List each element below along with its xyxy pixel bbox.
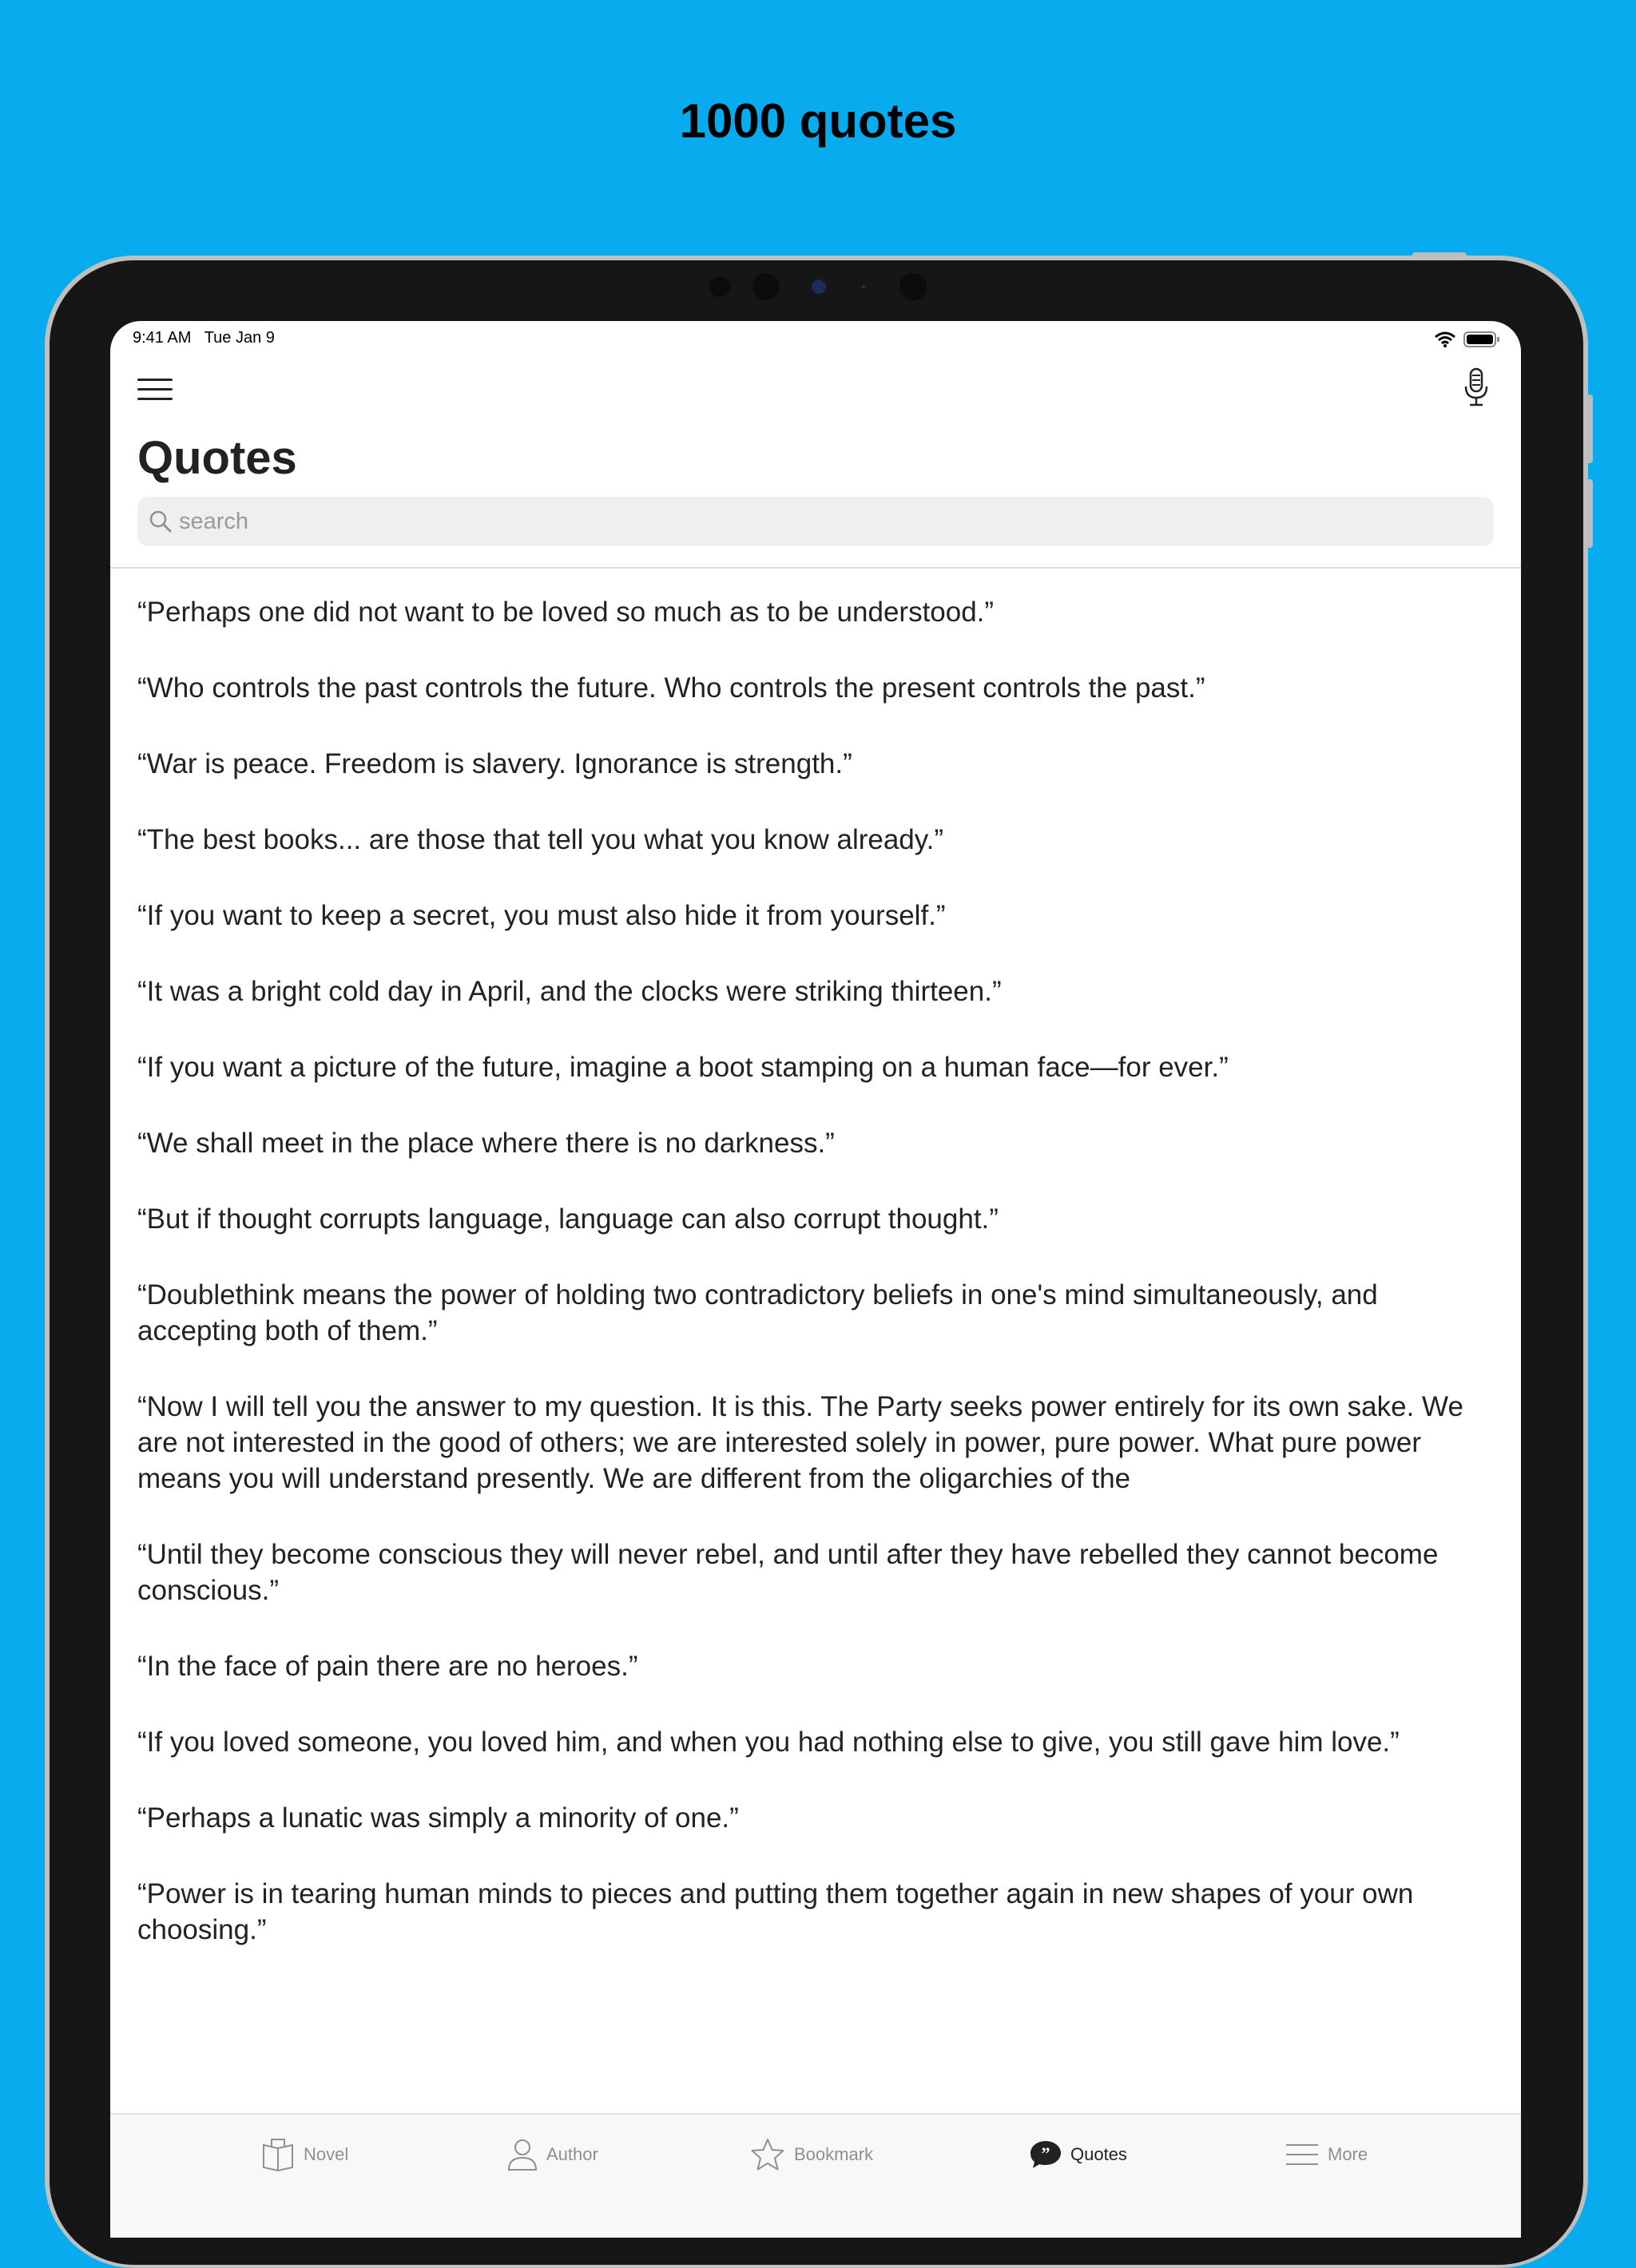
quote-row[interactable] xyxy=(110,650,1521,726)
quote-text: “Who controls the past controls the future. Who controls the present controls the past.” xyxy=(137,672,1205,704)
quote-text: “If you want to keep a secret, you must also hide it from yourself.” xyxy=(137,900,946,931)
quote-text: “If you want a picture of the future, imagine a boot stamping on a human face—for ever.” xyxy=(137,1052,1229,1083)
quote-text: “We shall meet in the place where there is no darkness.” xyxy=(137,1128,835,1159)
tab-author[interactable] xyxy=(506,2135,598,2174)
tab-bookmark[interactable] xyxy=(749,2135,873,2174)
quote-text: “In the face of pain there are no heroes.” xyxy=(137,1651,638,1682)
tab-bar xyxy=(110,2113,1521,2238)
status-time xyxy=(133,329,275,347)
quote-text: “War is peace. Freedom is slavery. Ignorance is strength.” xyxy=(137,748,852,779)
tab-novel-label: Novel xyxy=(304,2144,349,2164)
sensor-dot xyxy=(709,276,730,297)
quote-list[interactable] xyxy=(110,569,1521,2113)
star-icon xyxy=(749,2137,786,2172)
quote-row[interactable] xyxy=(110,1704,1521,1780)
sensor-dot xyxy=(899,273,927,300)
quote-text: “But if thought corrupts language, language can also corrupt thought.” xyxy=(137,1203,999,1235)
battery-icon xyxy=(1463,331,1500,348)
quote-row[interactable] xyxy=(110,1856,1521,1968)
quote-row[interactable] xyxy=(110,726,1521,802)
status-icons xyxy=(1435,331,1500,348)
quote-text: “The best books... are those that tell you what you know already.” xyxy=(137,824,944,855)
quote-text: “Perhaps one did not want to be loved so much as to be understood.” xyxy=(137,597,995,628)
quote-bubble-icon xyxy=(1029,2139,1062,2171)
quote-row[interactable] xyxy=(110,1257,1521,1369)
status-clock: 9:41 AM xyxy=(133,329,192,347)
list-icon xyxy=(1285,2140,1320,2169)
search-icon xyxy=(149,510,173,533)
quote-row[interactable] xyxy=(110,1029,1521,1105)
person-icon xyxy=(506,2137,538,2172)
hamburger-menu-icon[interactable] xyxy=(137,374,173,406)
tab-more-label: More xyxy=(1328,2144,1368,2164)
quote-text: “If you loved someone, you loved him, and when you had nothing else to give, you still gave him love.” xyxy=(137,1727,1400,1758)
quote-row[interactable] xyxy=(110,1105,1521,1181)
quote-text: “Now I will tell you the answer to my question. It is this. The Party seeks power entirely for its own sake. We are not interested in the good of others; we are interested solely in power, pure power. What pure power means you will understand presently. We are different from the oligarchies of the xyxy=(137,1391,1463,1494)
svg-text:”: ” xyxy=(1041,2143,1050,2163)
search-input[interactable] xyxy=(179,497,1473,546)
tab-bookmark-label: Bookmark xyxy=(794,2144,874,2164)
status-date: Tue Jan 9 xyxy=(204,329,275,347)
tab-more[interactable] xyxy=(1285,2135,1368,2174)
sensor-dot xyxy=(862,285,865,288)
search-bar[interactable] xyxy=(137,497,1494,546)
sensor-dot xyxy=(752,273,780,300)
book-icon xyxy=(260,2137,296,2172)
app-screen xyxy=(110,321,1521,2238)
quote-row[interactable] xyxy=(110,569,1521,650)
quote-row[interactable] xyxy=(110,1780,1521,1856)
quote-row[interactable] xyxy=(110,1517,1521,1628)
quote-row[interactable] xyxy=(110,1369,1521,1517)
quote-text: “It was a bright cold day in April, and the clocks were striking thirteen.” xyxy=(137,976,1002,1007)
tab-novel[interactable] xyxy=(260,2135,348,2174)
quote-row[interactable] xyxy=(110,878,1521,954)
promo-headline: 1000 quotes xyxy=(679,94,957,148)
quote-row[interactable] xyxy=(110,1181,1521,1257)
quote-row[interactable] xyxy=(110,954,1521,1029)
tab-quotes-label: Quotes xyxy=(1070,2144,1127,2164)
tab-quotes[interactable] xyxy=(1029,2135,1127,2174)
wifi-icon xyxy=(1435,331,1455,347)
status-bar xyxy=(110,321,1521,356)
page-title: Quotes xyxy=(137,432,297,484)
quote-row[interactable] xyxy=(110,802,1521,878)
quote-text: “Doublethink means the power of holding two contradictory beliefs in one's mind simultaneously, and accepting both of them.” xyxy=(137,1279,1378,1346)
tab-author-label: Author xyxy=(546,2144,598,2164)
quote-text: “Until they become conscious they will never rebel, and until after they have rebelled they cannot become conscious.” xyxy=(137,1539,1439,1606)
quote-text: “Power is in tearing human minds to pieces and putting them together again in new shapes of your own choosing.” xyxy=(137,1878,1414,1945)
camera-lens xyxy=(812,280,826,294)
quote-row[interactable] xyxy=(110,1628,1521,1704)
microphone-icon[interactable] xyxy=(1462,367,1491,409)
quote-text: “Perhaps a lunatic was simply a minority of one.” xyxy=(137,1802,739,1834)
